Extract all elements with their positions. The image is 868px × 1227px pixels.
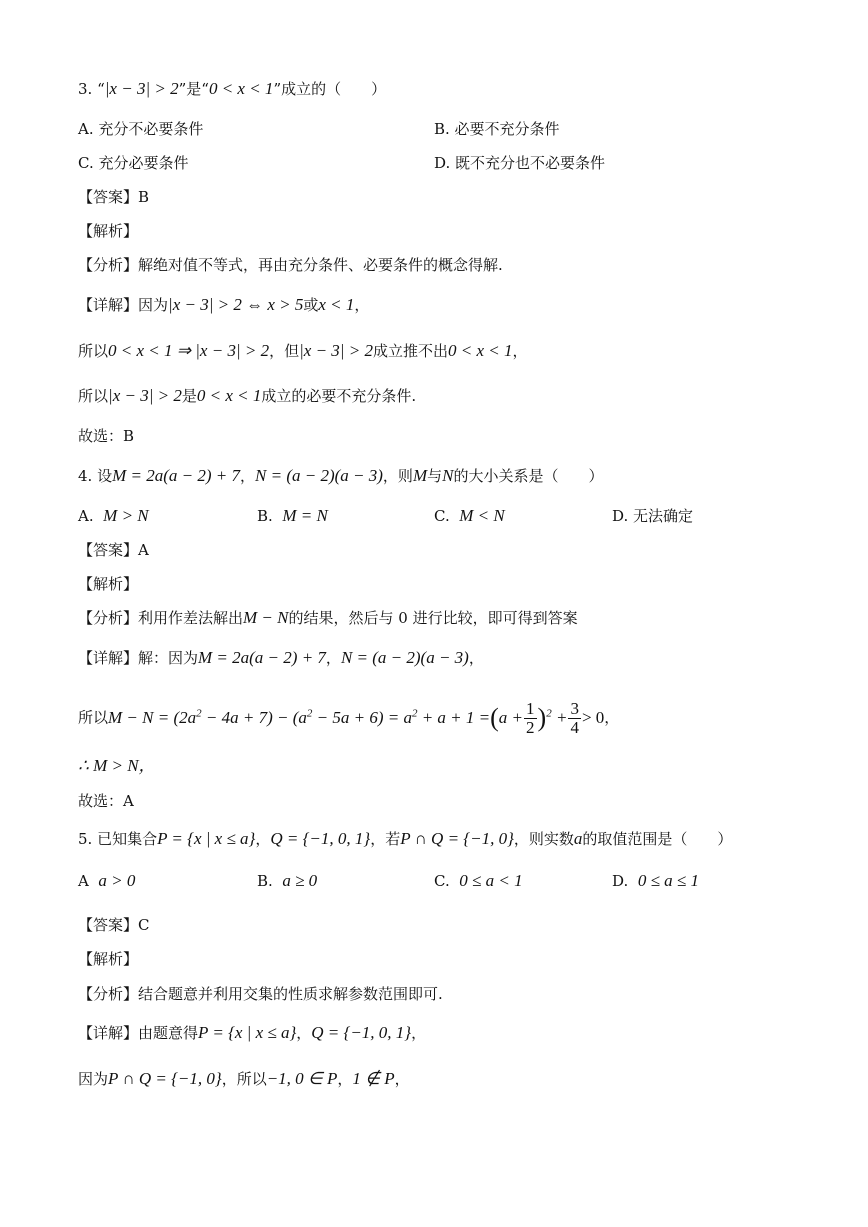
q5-option-label: C. — [434, 872, 450, 890]
q4-l2-sup: 2 — [196, 707, 202, 719]
q5-fenxi: 【分析】结合题意并利用交集的性质求解参数范围即可. — [78, 985, 443, 1003]
q4-fenxi — [78, 607, 578, 629]
q4-option-text: 无法确定 — [633, 507, 694, 525]
q4-answer: 【答案】A — [78, 541, 149, 559]
q5-stem-text: ， — [255, 830, 271, 848]
q4-stem-text: ，则 — [382, 467, 413, 485]
q4-stem-math: M = 2a(a − 2) + 7 — [112, 466, 240, 485]
q4-option-math: M > N — [103, 506, 149, 525]
q4-l2-frac-den: 2 — [526, 718, 535, 738]
q5-stem-math: a — [573, 829, 583, 848]
q4-l2-sup: 2 — [306, 707, 313, 719]
q4-fenxi-math: M − N — [243, 608, 289, 627]
q4-fenxi-text: 的结果，然后与 0 进行比较，即可得到答案 — [288, 609, 578, 627]
q4-detail-math: M = 2a(a − 2) + 7 — [198, 648, 326, 667]
q3-detail-line2 — [78, 340, 527, 362]
q4-l2-fraction-half — [524, 700, 537, 737]
q3-stem-text: 3. “ — [78, 80, 105, 98]
q5-l2-text: ， — [394, 1070, 410, 1088]
q5-stem-math: Q = {−1, 0, 1} — [270, 829, 371, 848]
q3-jiexi: 【解析】 — [78, 222, 139, 240]
q4-l2-sup: 2 — [411, 707, 418, 719]
q3-l2-text: ， — [512, 342, 528, 360]
q3-l2-math: |x − 3| > 2 — [299, 341, 373, 360]
q5-option-label: A — [78, 872, 89, 890]
q4-stem-math: N — [442, 466, 454, 485]
q5-detail-math: P = {x | x ≤ a} — [198, 1023, 297, 1042]
q4-stem-math: N = (a − 2)(a − 3) — [255, 466, 383, 485]
q4-l2-paren: ) — [537, 702, 547, 732]
q5-stem-text: ，若 — [370, 830, 401, 848]
q3-stem — [78, 78, 386, 100]
q4-l2-math: + a + 1 = — [417, 707, 491, 727]
q4-l2-text: 所以 — [78, 708, 109, 727]
q4-l2-fraction-quarter — [568, 700, 581, 737]
q5-option-math: 0 ≤ a < 1 — [459, 871, 523, 890]
q4-therefore — [78, 755, 156, 777]
q4-jiexi: 【解析】 — [78, 575, 139, 593]
q3-detail-line3 — [78, 385, 416, 407]
q4-detail-math: N = (a − 2)(a − 3) — [340, 648, 469, 667]
q4-option-b — [257, 505, 328, 527]
q3-answer: 【答案】B — [78, 188, 150, 206]
q4-option-label: B. — [257, 507, 273, 525]
q4-detail-text: ， — [468, 649, 484, 667]
q3-detail-text: 【详解】因为 — [78, 296, 169, 314]
q3-option-b: B. 必要不充分条件 — [434, 120, 560, 138]
q4-l2-sup: 2 — [546, 707, 552, 719]
q3-l3-text: 所以 — [78, 387, 109, 405]
q4-stem-math: M — [412, 466, 428, 485]
q4-l2-expression: $M - N = (2a^2 - 4a + 7) - (a^2 - 5a + 6) = a^2 + a + 1 =(a$ + $\frac{1}{2}$ )$^2$ + $\frac{3}{4}$ > 0 — [108, 699, 605, 738]
q3-l2-text: 成立推不出 — [372, 342, 448, 360]
q4-therefore-math: ∴ M > N， — [78, 756, 156, 775]
q3-fenxi: 【分析】解绝对值不等式，再由充分条件、必要条件的概念得解. — [78, 256, 503, 274]
q4-option-label: A. — [78, 507, 94, 525]
q3-l3-text: 成立的必要不充分条件. — [261, 387, 417, 405]
q3-option-d: D. 既不充分也不必要条件 — [434, 154, 606, 172]
q4-l2-frac-num: 1 — [526, 699, 535, 719]
q4-option-label: C. — [434, 507, 450, 525]
q4-option-math: M = N — [282, 506, 328, 525]
q4-l2-frac-den: 4 — [570, 718, 579, 738]
q3-detail-text: 或 — [303, 296, 319, 314]
q5-option-math: 0 ≤ a ≤ 1 — [637, 871, 699, 890]
q5-option-math: a ≥ 0 — [282, 871, 318, 890]
q5-option-label: B. — [257, 872, 273, 890]
q3-detail — [78, 294, 369, 316]
q3-stem-text: ”是“ — [178, 80, 209, 98]
q5-detail-text: 【详解】由题意得 — [78, 1024, 199, 1042]
q4-stem-text: 与 — [427, 467, 443, 485]
q4-option-label: D. — [612, 507, 629, 525]
q4-l2-text: ， — [604, 708, 620, 727]
q3-option-a: A. 充分不必要条件 — [78, 120, 204, 138]
q3-l2-math: 0 < x < 1 — [447, 341, 513, 360]
q5-detail-text: ， — [296, 1024, 312, 1042]
q3-l2-text: ，但 — [269, 342, 300, 360]
q3-l2-math: 0 < x < 1 ⇒ |x − 3| > 2 — [108, 341, 270, 360]
q4-detail-text: ， — [325, 649, 341, 667]
q3-l3-text: 是 — [181, 387, 197, 405]
q4-l2-math: > 0 — [581, 707, 605, 727]
q5-l2-text: 因为 — [78, 1070, 109, 1088]
q3-l3-math: 0 < x < 1 — [196, 386, 262, 405]
q4-detail-text: 【详解】解：因为 — [78, 649, 199, 667]
q3-stem-text: ”成立的（ ） — [273, 80, 387, 98]
q4-l2-math: M − N = (2a — [108, 707, 197, 727]
q4-l2-frac-num: 3 — [570, 699, 579, 719]
q5-option-c — [434, 870, 523, 892]
q5-stem-text: 的取值范围是（ ） — [582, 830, 733, 848]
q5-detail — [78, 1022, 426, 1044]
q5-stem — [78, 828, 732, 850]
q5-l2-text: ， — [337, 1070, 353, 1088]
q5-stem-text: ，则实数 — [513, 830, 574, 848]
q4-stem-text: 的大小关系是（ ） — [453, 467, 604, 485]
q5-detail-text: ， — [411, 1024, 427, 1042]
q5-stem-math: P ∩ Q = {−1, 0} — [400, 829, 514, 848]
q4-detail-line2 — [78, 690, 619, 741]
q5-option-math: a > 0 — [98, 871, 136, 890]
q4-choose: 故选：A — [78, 792, 134, 810]
q5-detail-line2 — [78, 1068, 410, 1090]
q5-option-d — [612, 870, 699, 892]
q5-jiexi: 【解析】 — [78, 950, 139, 968]
q3-detail-math: |x − 3| > 2 ⇔ x > 5 — [168, 295, 304, 314]
q4-l2-paren: ( — [490, 702, 499, 732]
q3-stem-math: |x − 3| > 2 — [104, 79, 179, 98]
q5-l2-math: −1, 0 ∈ P — [266, 1069, 338, 1088]
q5-stem-math: P = {x | x ≤ a} — [157, 829, 256, 848]
q4-option-d — [612, 505, 693, 527]
q4-fenxi-text: 【分析】利用作差法解出 — [78, 609, 244, 627]
q3-l2-text: 所以 — [78, 342, 109, 360]
q4-option-c — [434, 505, 505, 527]
q5-l2-math: 1 ∉ P — [352, 1069, 395, 1088]
q5-detail-math: Q = {−1, 0, 1} — [311, 1023, 412, 1042]
q3-choose: 故选：B — [78, 427, 135, 445]
q5-answer: 【答案】C — [78, 916, 150, 934]
q5-option-label: D. — [612, 872, 629, 890]
q4-stem — [78, 465, 603, 487]
q3-stem-math: 0 < x < 1 — [208, 79, 274, 98]
q3-l3-math: |x − 3| > 2 — [108, 386, 182, 405]
q4-l2-math: − 5a + 6) = a — [312, 707, 412, 727]
q3-detail-math: x < 1 — [318, 295, 355, 314]
q5-option-a — [78, 870, 135, 892]
q4-option-a — [78, 505, 149, 527]
q5-stem-text: 5. 已知集合 — [78, 830, 158, 848]
q3-detail-text: ， — [354, 296, 370, 314]
q4-stem-text: 4. 设 — [78, 467, 113, 485]
q5-l2-math: P ∩ Q = {−1, 0} — [108, 1069, 222, 1088]
q5-option-b — [257, 870, 317, 892]
q4-l2-math: − 4a + 7) − (a — [201, 707, 307, 727]
q3-option-c: C. 充分必要条件 — [78, 154, 189, 172]
q5-l2-text: ，所以 — [221, 1070, 267, 1088]
q4-detail — [78, 647, 484, 669]
q4-stem-text: ， — [240, 467, 256, 485]
q4-option-math: M < N — [459, 506, 505, 525]
